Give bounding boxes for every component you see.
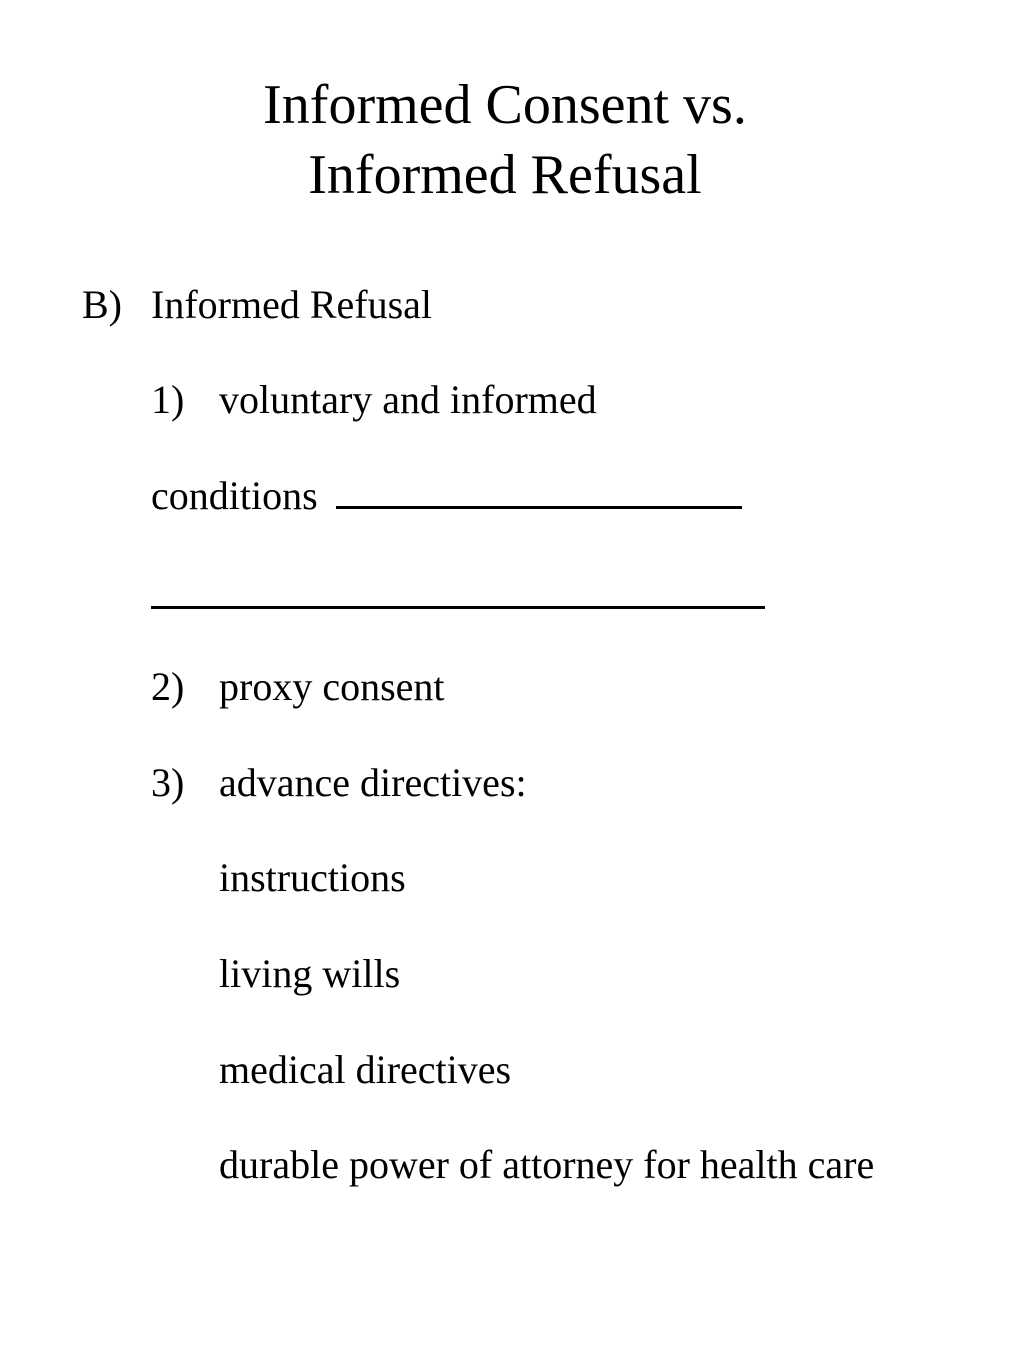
subitem-durable-power-of-attorney: durable power of attorney for health care bbox=[219, 1142, 875, 1187]
item-2-marker: 2) bbox=[151, 664, 185, 709]
conditions-label: conditions bbox=[151, 473, 318, 518]
item-3-marker: 3) bbox=[151, 760, 185, 805]
item-3-text: advance directives: bbox=[219, 760, 527, 805]
blank-line bbox=[151, 572, 765, 620]
item-1-marker: 1) bbox=[151, 377, 185, 422]
conditions-line bbox=[151, 472, 742, 520]
subitem-instructions: instructions bbox=[219, 855, 406, 900]
section-heading: Informed Refusal bbox=[151, 282, 433, 327]
title-line-2: Informed Refusal bbox=[308, 144, 702, 206]
item-2-text: proxy consent bbox=[219, 664, 445, 709]
item-1-text: voluntary and informed bbox=[219, 377, 597, 422]
subitem-living-wills: living wills bbox=[219, 951, 401, 996]
section-marker: B) bbox=[82, 282, 122, 327]
title-line-1: Informed Consent vs. bbox=[263, 74, 747, 136]
slide-title bbox=[0, 70, 1010, 210]
subitem-medical-directives: medical directives bbox=[219, 1047, 512, 1092]
conditions-blank bbox=[336, 472, 742, 509]
blank-line-rule bbox=[151, 572, 765, 609]
